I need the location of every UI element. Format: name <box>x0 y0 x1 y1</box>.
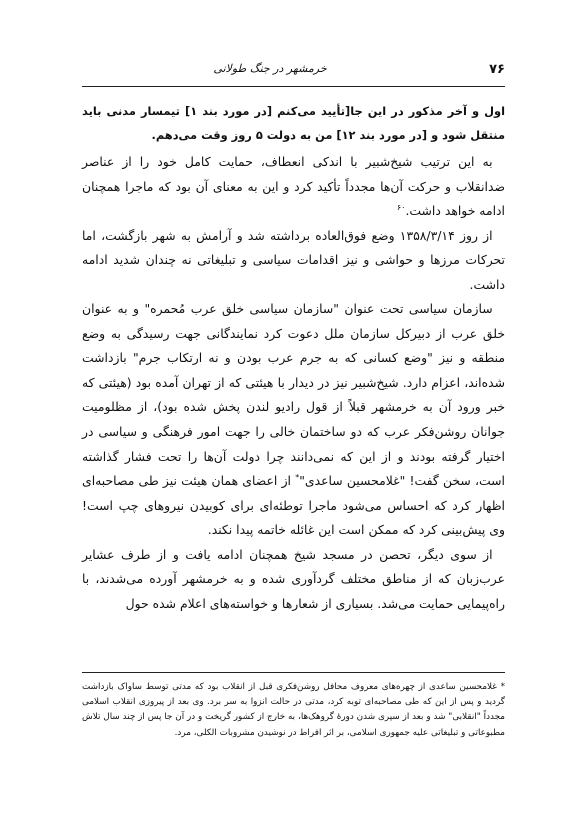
paragraph <box>82 543 505 617</box>
paragraph-text: به این ترتیب شیخ‌شبیر با اندکی انعطاف، حمایت کامل خود را از عناصر ضدانقلاب و حرکت آن‌ها مجدداً تأکید کرد و این به معنای آن بود که ماجرا همچنان ادامه خواهد داشت. <box>82 154 505 219</box>
paragraph <box>82 224 505 298</box>
paragraph-text: سازمان سیاسی تحت عنوان "سازمان سیاسی خلق عرب مُحمره" و به عنوان خلق عرب از دبیرکل سازمان ملل دعوت کرد نمایندگانی جهت رسیدگی به وضع منطقه و نیز "وضع کسانی که به جرم عرب بودن و نه ارتکاب جرم" بازداشت شده‌اند، اعزام دارد. شیخ‌شبیر نیز در دیدار با هیئتی که از تهران آمده بود (هیئتی که خبر ورود آن به خرمشهر قبلاً از قول رادیو لندن پخش شده بود)، از مظلومیت جوانان روشن‌فکر عرب که دو ساختمان خالی را جهت امور فرهنگی و سیاسی در اختیار گرفته بودند و از این که نمی‌دانند چرا دولت آن‌ها را تحت فشار گذاشته است، سخن گفت! "غلامحسین ساعدی" <box>82 301 505 489</box>
bold-quote: اول و آخر مذکور در این جا[تأیید می‌کنم [در مورد بند ۱] تیمسار مدنی باید منتقل شود و [در مورد بند ۱۲] من به دولت ۵ روز وقت می‌دهم. <box>82 104 505 142</box>
paragraph <box>82 150 505 224</box>
footnote-reference: ۶۰ <box>396 202 406 212</box>
footnote: * غلامحسین ساعدی از چهره‌های معروف محافل روشن‌فکری قبل از انقلاب بود که مدتی توسط ساواک بازداشت گردید و پس از این که طی مصاحبه‌ای توبه کرد، مدتی در حالت انزوا به سر برد. وی بعد از پیروزی انقلاب اسلامی مجدداً "انقلابی" شد و بعد از سپری شدن دورهٔ گروهک‌ها، به خارج از کشور گریخت و در آن جا پس از چند سال تلاش مطبوعاتی و تبلیغاتی علیه جمهوری اسلامی، بر اثر افراط در نوشیدن مشروبات الکلی، مرد. <box>82 682 505 738</box>
paragraph-text: از روز ۱۳۵۸/۳/۱۴ وضع فوق‌العاده برداشته شد و آرامش به شهر بازگشت، اما تحرکات مرزها و حواشی و نیز اقدامات سیاسی و تبلیغاتی نه چندان شدید ادامه داشت. <box>82 227 505 292</box>
footnote-rule <box>82 672 505 673</box>
paragraph <box>82 297 505 542</box>
body-text <box>82 150 505 616</box>
page-number: ۷۶ <box>489 62 505 77</box>
running-title: خرمشهر در جنگ طولانی <box>213 62 327 75</box>
page-header <box>82 62 505 82</box>
paragraph-text-continued: از اعضای همان هیئت نیز طی مصاحبه‌ای اظهار کرد که احساس می‌شود ماجرا توطئه‌ای برای کوبیدن نیروهای چپ است! وی پیش‌بینی کرد که ممکن است این غائله خاتمه پیدا نکند. <box>82 473 505 538</box>
header-rule <box>82 86 505 87</box>
paragraph-text: از سوی دیگر، تحصن در مسجد شیخ همچنان ادامه یافت و از طرف عشایر عرب‌زبان که از مناطق مختلف گردآوری شده و به خرمشهر آورده می‌شدند، با راه‌پیمایی حمایت می‌شد. بسیاری از شعارها و خواسته‌های اعلام شده حول <box>82 546 505 611</box>
footnote-reference: * <box>295 472 300 482</box>
